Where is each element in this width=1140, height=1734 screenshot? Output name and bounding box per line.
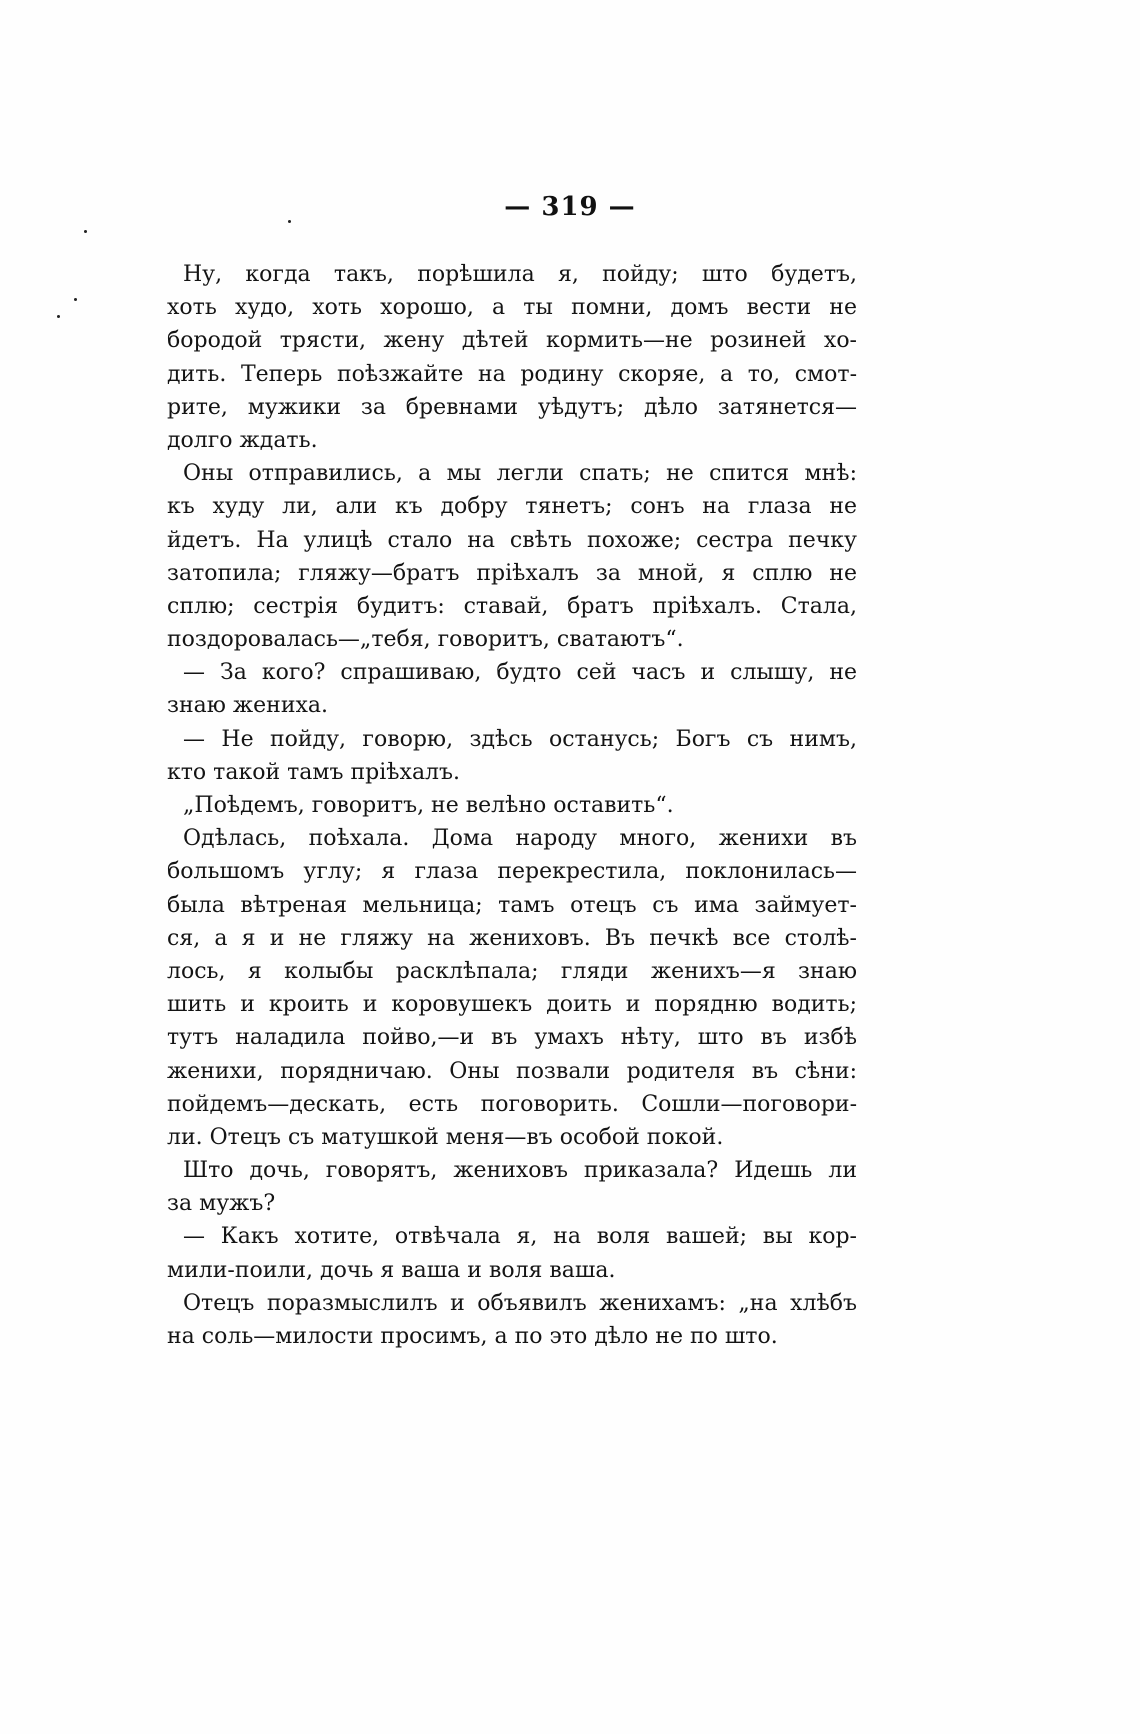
text-line: женихи, порядничаю. Оны позвали родителя въ сѣни: bbox=[167, 1058, 857, 1084]
page-number: — 319 — bbox=[504, 192, 636, 222]
paragraph bbox=[167, 1154, 857, 1220]
text-line: сплю; сестрія будитъ: ставай, братъ пріѣхалъ. Стала, bbox=[167, 593, 857, 619]
text-line: тутъ наладила пойво,—и въ умахъ нѣту, што въ избѣ bbox=[167, 1025, 857, 1051]
paragraph bbox=[167, 258, 857, 457]
text-line: знаю жениха. bbox=[167, 693, 329, 719]
scan-speck bbox=[84, 230, 87, 233]
text-line: ли. Отецъ съ матушкой меня—въ особой покой. bbox=[167, 1124, 724, 1150]
text-line: пойдемъ—дескать, есть поговорить. Сошли—поговори- bbox=[167, 1091, 857, 1117]
text-line: рите, мужики за бревнами уѣдутъ; дѣло затянется— bbox=[167, 394, 857, 420]
text-line: большомъ углу; я глаза перекрестила, поклонилась— bbox=[167, 859, 857, 885]
body-text bbox=[167, 258, 857, 1353]
text-line: Ну, когда такъ, порѣшила я, пойду; што будетъ, bbox=[183, 262, 857, 287]
text-line: за мужъ? bbox=[167, 1191, 276, 1217]
paragraph bbox=[167, 723, 857, 789]
paragraph bbox=[167, 789, 857, 822]
text-line: — За кого? спрашиваю, будто сей часъ и слышу, не bbox=[183, 660, 857, 686]
text-line: поздоровалась—„тебя, говоритъ, сватаютъ“. bbox=[167, 627, 684, 653]
text-line: Оны отправились, а мы легли спать; не спится мнѣ: bbox=[183, 461, 857, 487]
paragraph bbox=[167, 822, 857, 1154]
paragraph bbox=[167, 656, 857, 722]
text-line: шить и кроить и коровушекъ доить и порядню водить; bbox=[167, 992, 857, 1018]
paragraph bbox=[167, 457, 857, 656]
scan-speck bbox=[74, 298, 77, 301]
text-line: долго ждать. bbox=[167, 427, 318, 453]
text-line: Одѣлась, поѣхала. Дома народу много, женихи въ bbox=[183, 826, 857, 852]
text-line: была вѣтреная мельница; тамъ отецъ съ има займует- bbox=[167, 892, 857, 918]
text-line: затопила; гляжу—братъ пріѣхалъ за мной, я сплю не bbox=[167, 560, 857, 586]
text-line: йдетъ. На улицѣ стало на свѣть похоже; сестра печку bbox=[167, 527, 857, 553]
text-line: Што дочь, говорятъ, жениховъ приказала? Идешь ли bbox=[183, 1158, 857, 1184]
text-line: „Поѣдемъ, говоритъ, не велѣно оставить“. bbox=[183, 793, 674, 818]
paragraph bbox=[167, 1220, 857, 1286]
text-line: ся, а я и не гляжу на жениховъ. Въ печкѣ все столѣ- bbox=[167, 925, 857, 951]
text-line: къ худу ли, али къ добру тянетъ; сонъ на глаза не bbox=[167, 494, 857, 520]
text-line: бородой трясти, жену дѣтей кормить—не розиней хо- bbox=[167, 328, 857, 354]
text-line: на соль—милости просимъ, а по это дѣло не по што. bbox=[167, 1324, 778, 1349]
text-line: кто такой тамъ пріѣхалъ. bbox=[167, 759, 461, 785]
text-line: Отецъ поразмыслилъ и объявилъ женихамъ: „на хлѣбъ bbox=[183, 1290, 857, 1316]
text-line: лось, я колыбы расклѣпала; гляди женихъ—я знаю bbox=[167, 958, 857, 984]
paragraph bbox=[167, 1287, 857, 1353]
text-line: хоть худо, хоть хорошо, а ты помни, домъ вести не bbox=[167, 295, 857, 321]
text-line: — Не пойду, говорю, здѣсь останусь; Богъ съ нимъ, bbox=[183, 726, 857, 752]
text-line: дить. Теперь поѣзжайте на родину скоряе, а то, смот- bbox=[167, 361, 857, 387]
text-line: — Какъ хотите, отвѣчала я, на воля вашей; вы кор- bbox=[183, 1224, 857, 1250]
text-line: мили-поили, дочь я ваша и воля ваша. bbox=[167, 1257, 616, 1283]
scan-speck bbox=[57, 315, 60, 318]
